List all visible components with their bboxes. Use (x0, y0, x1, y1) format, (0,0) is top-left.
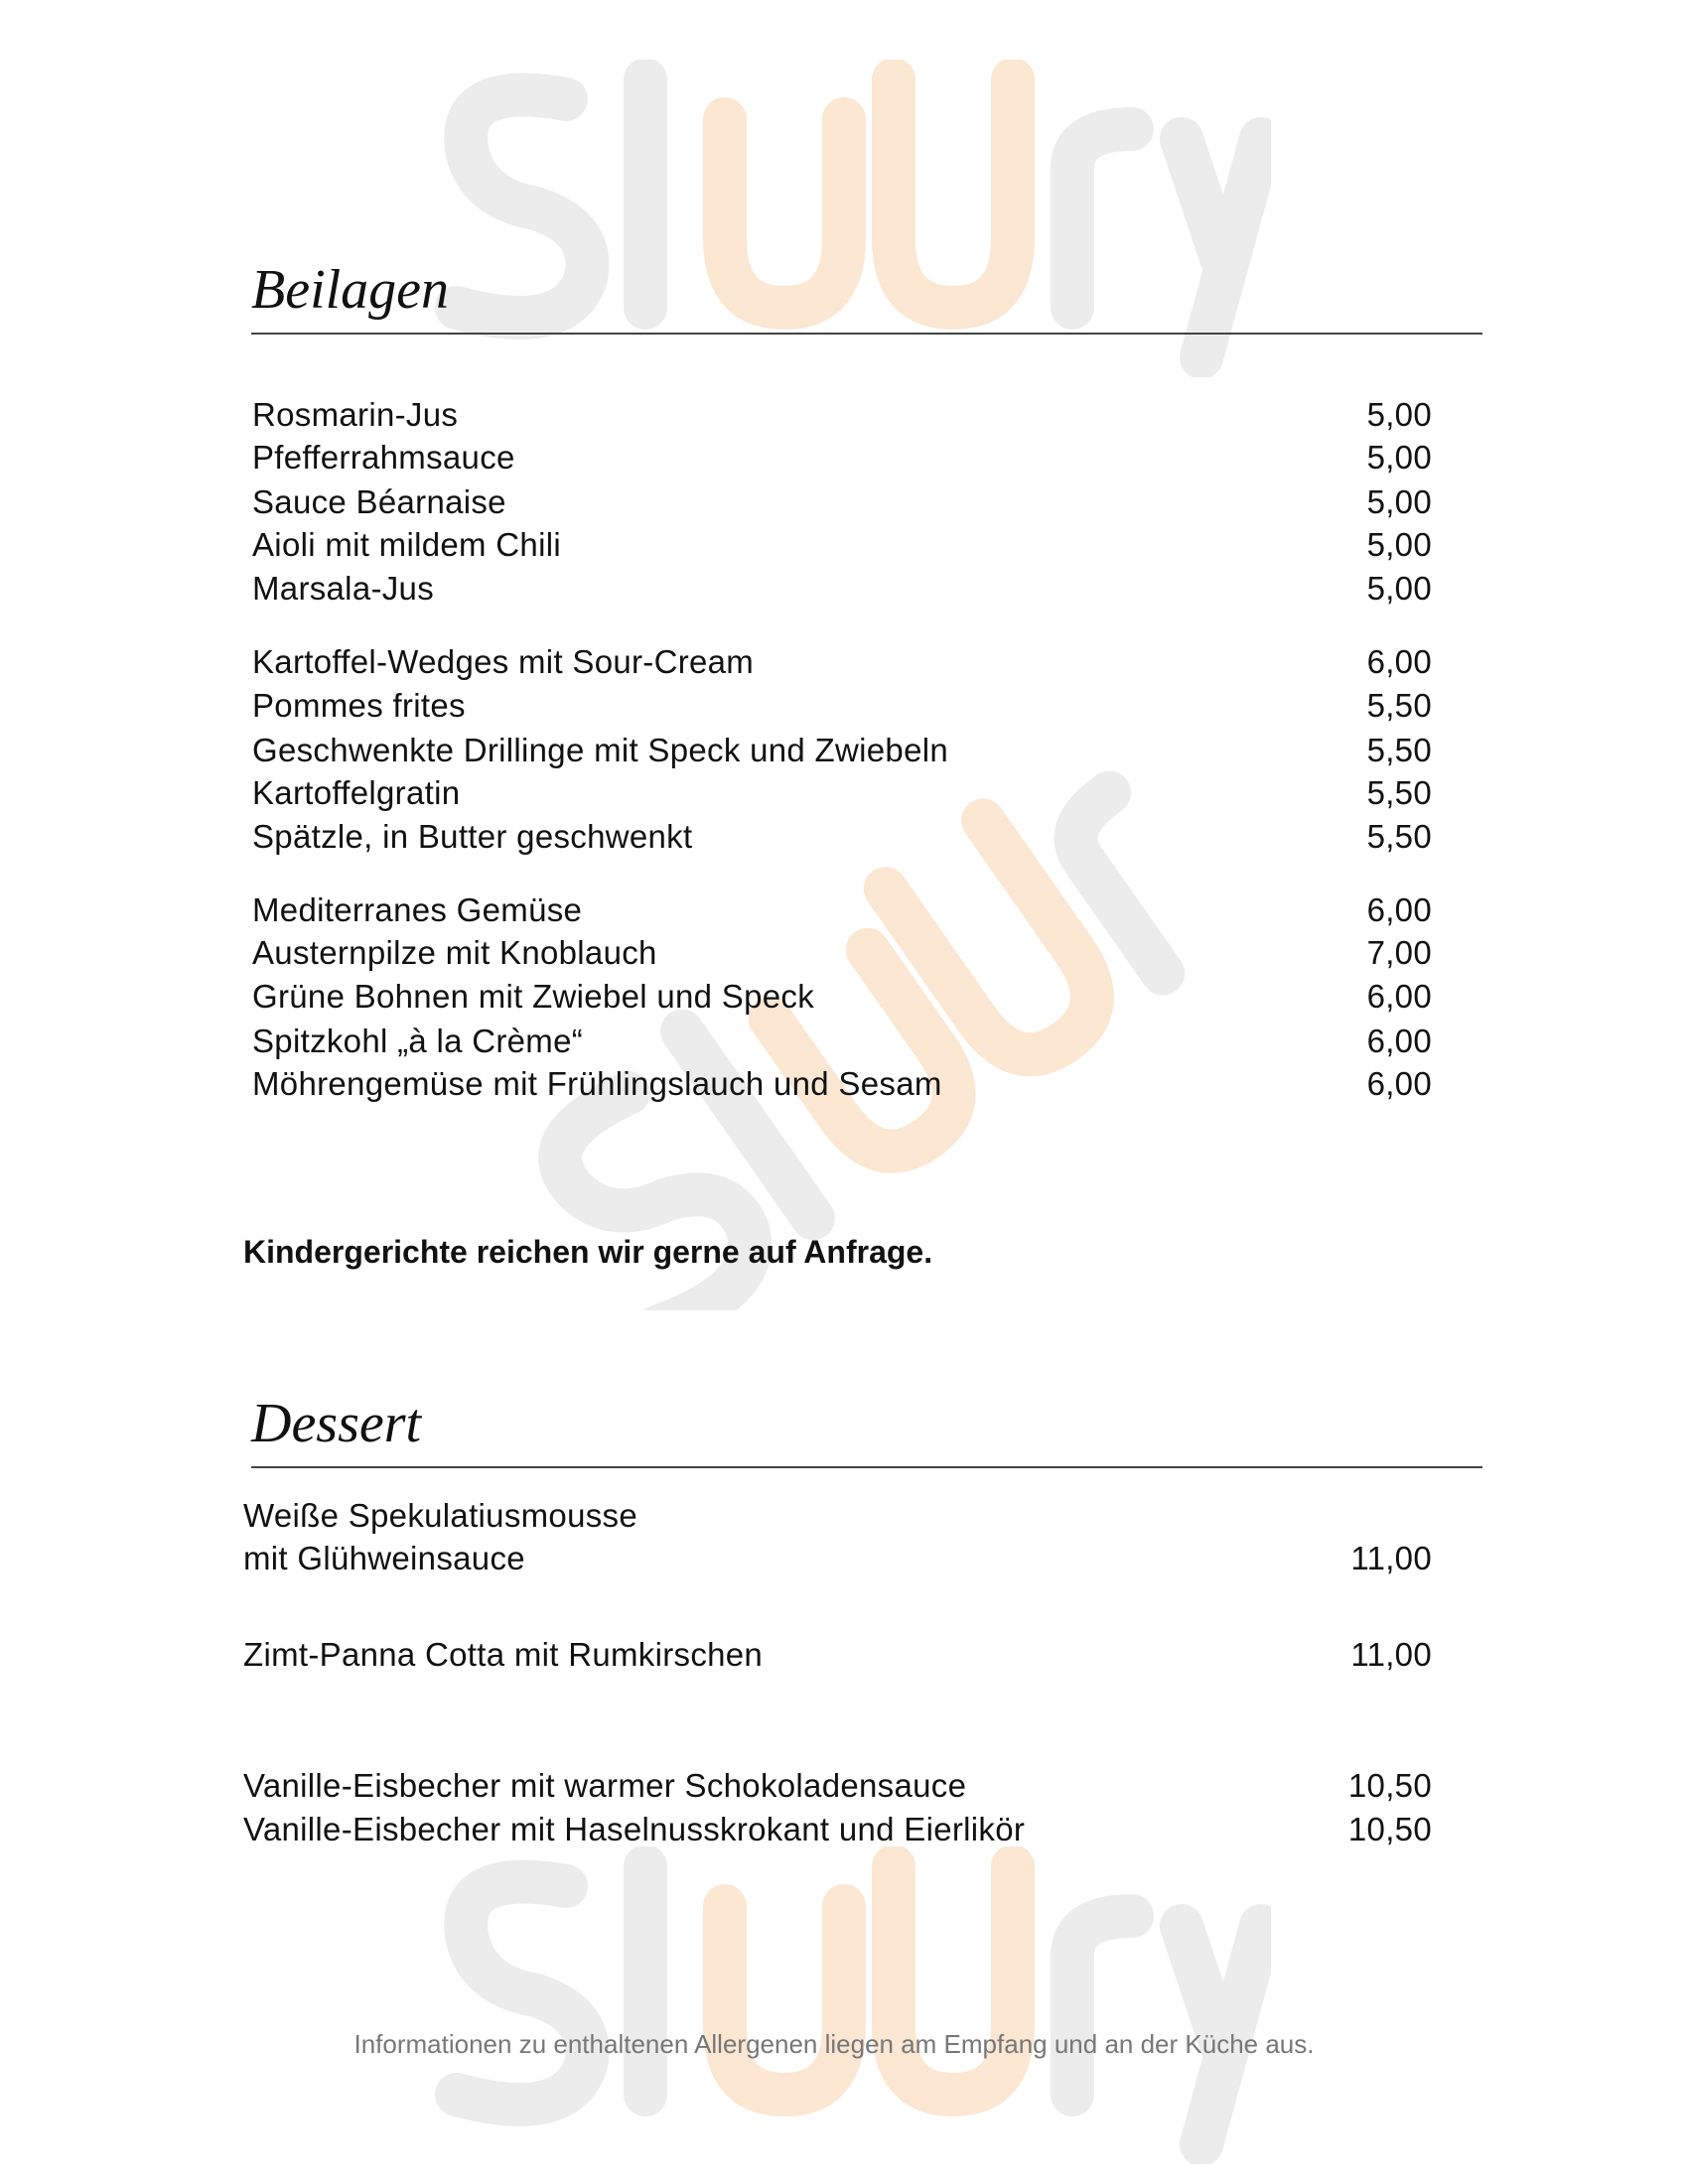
watermark-logo-top (417, 60, 1271, 377)
menu-item (243, 1494, 1432, 1538)
menu-item (243, 1633, 1432, 1677)
menu-item-price: 6,00 (1366, 891, 1432, 928)
menu-item-price: 5,50 (1366, 818, 1432, 855)
menu-item-price: 5,00 (1366, 526, 1432, 563)
section-divider (251, 1466, 1482, 1468)
menu-item-name: Rosmarin-Jus (252, 396, 459, 433)
menu-item-price: 5,50 (1366, 687, 1432, 724)
section-divider (251, 333, 1482, 335)
menu-item (252, 1020, 1432, 1063)
menu-item-name: Geschwenkte Drillinge mit Speck und Zwiebeln (252, 732, 949, 768)
menu-item-price: 6,00 (1366, 1065, 1432, 1102)
menu-item-price: 5,00 (1366, 483, 1432, 520)
menu-item (252, 1062, 1432, 1106)
menu-item-name: Sauce Béarnaise (252, 483, 506, 520)
menu-item (252, 684, 1432, 728)
menu-item-name: Kartoffel-Wedges mit Sour-Cream (252, 643, 755, 680)
menu-item (243, 1764, 1432, 1808)
menu-item (252, 975, 1432, 1019)
menu-item-name: Austernpilze mit Knoblauch (252, 934, 657, 971)
menu-item (243, 1537, 1432, 1580)
menu-item (252, 480, 1432, 524)
children-note: Kindergerichte reichen wir gerne auf Anfrage. (243, 1234, 933, 1270)
menu-item-name: Spitzkohl „à la Crème“ (252, 1023, 584, 1059)
menu-item (252, 523, 1432, 567)
menu-item (252, 815, 1432, 859)
menu-item-name: mit Glühweinsauce (243, 1540, 525, 1576)
menu-item-price: 7,00 (1366, 934, 1432, 971)
menu-item-name: Kartoffelgratin (252, 774, 461, 811)
menu-item (252, 729, 1432, 772)
menu-item-name: Pommes frites (252, 687, 466, 724)
menu-item (252, 888, 1432, 932)
menu-item-name: Weiße Spekulatiusmousse (243, 1497, 637, 1534)
menu-item-name: Möhrengemüse mit Frühlingslauch und Sesam (252, 1065, 942, 1102)
menu-item-price: 5,50 (1366, 774, 1432, 811)
menu-item (252, 931, 1432, 975)
menu-item-name: Zimt-Panna Cotta mit Rumkirschen (243, 1636, 764, 1673)
menu-item (252, 567, 1432, 611)
menu-item (243, 1808, 1432, 1851)
allergen-footer: Informationen zu enthaltenen Allergenen liegen am Empfang und an der Küche aus. (353, 2029, 1315, 2059)
menu-item-name: Vanille-Eisbecher mit warmer Schokoladensauce (243, 1767, 967, 1804)
menu-item-price: 10,50 (1347, 1811, 1432, 1847)
menu-item (252, 640, 1432, 684)
menu-item-price: 6,00 (1366, 978, 1432, 1015)
menu-item-price: 10,50 (1347, 1767, 1432, 1804)
menu-item-price: 5,00 (1366, 570, 1432, 607)
menu-item-price: 6,00 (1366, 643, 1432, 680)
menu-item-price: 5,50 (1366, 732, 1432, 768)
menu-item-price: 5,00 (1366, 439, 1432, 476)
menu-item (252, 771, 1432, 815)
watermark-logo-bottom (417, 1846, 1271, 2164)
menu-item-name: Mediterranes Gemüse (252, 891, 583, 928)
section-title-beilagen: Beilagen (251, 259, 450, 321)
menu-item-name: Marsala-Jus (252, 570, 435, 607)
section-title-dessert: Dessert (251, 1393, 422, 1454)
menu-item-price: 6,00 (1366, 1023, 1432, 1059)
menu-item (252, 393, 1432, 437)
menu-item-name: Grüne Bohnen mit Zwiebel und Speck (252, 978, 815, 1015)
menu-item-price: 5,00 (1366, 396, 1432, 433)
menu-item-name: Vanille-Eisbecher mit Haselnusskrokant und Eierlikör (243, 1811, 1026, 1847)
menu-item-price: 11,00 (1350, 1636, 1432, 1673)
menu-item-price: 11,00 (1350, 1540, 1432, 1576)
menu-item-name: Aioli mit mildem Chili (252, 526, 561, 563)
menu-item-name: Spätzle, in Butter geschwenkt (252, 818, 693, 855)
menu-item-name: Pfefferrahmsauce (252, 439, 515, 476)
menu-item (252, 436, 1432, 479)
